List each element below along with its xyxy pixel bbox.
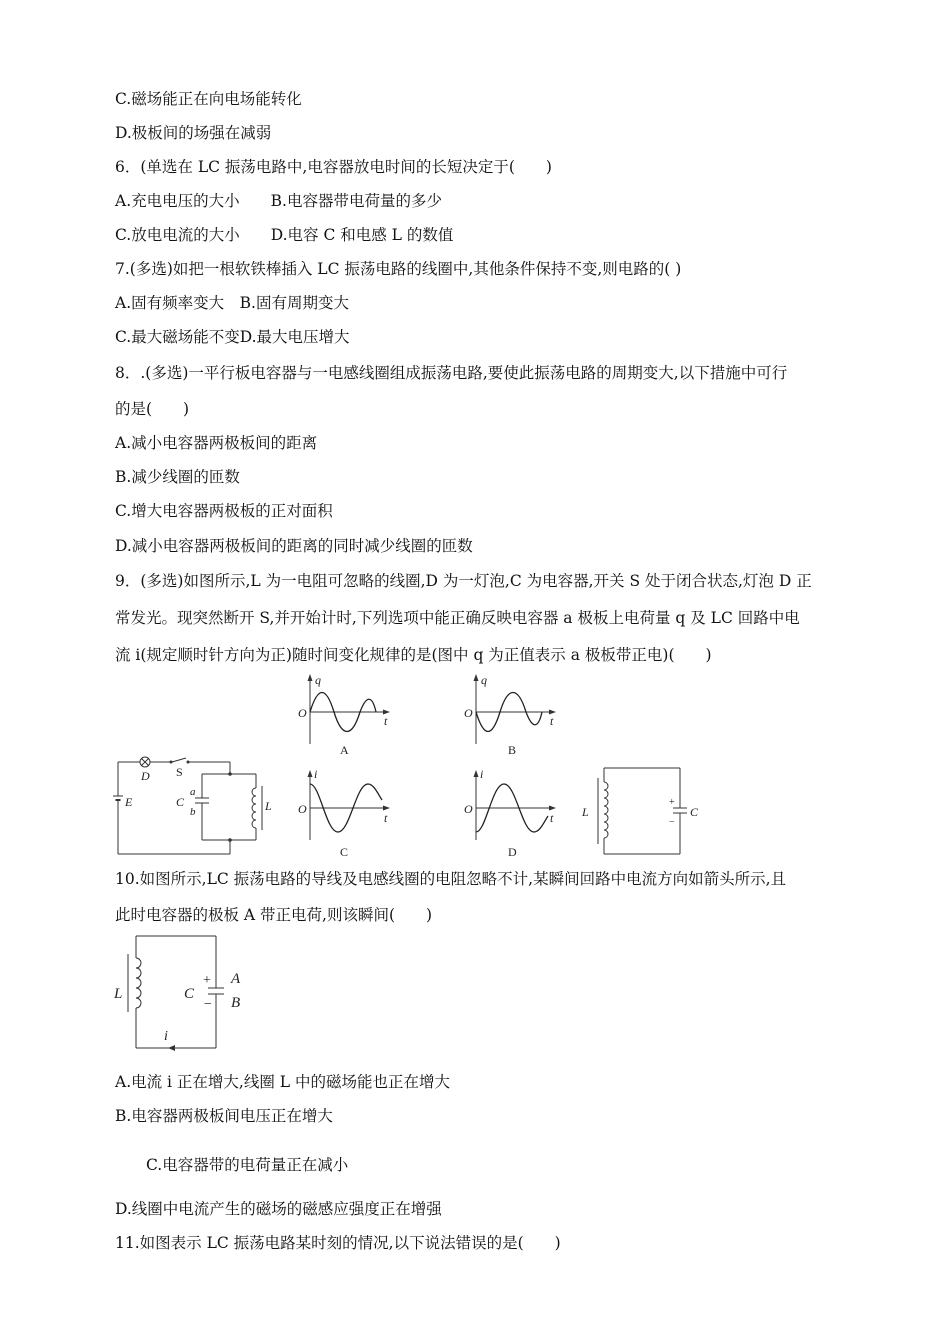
lc-right-plus: + [669, 797, 675, 808]
inductor-label: L [265, 799, 272, 813]
graph-d-t-label: t [550, 811, 554, 825]
plate-a-label: a [190, 786, 196, 798]
options-ab-q7: A.固有频率变大 B.固有周期变大 [115, 294, 349, 312]
option-d-q10: D.线圈中电流产生的磁场的磁感应强度正在增强 [115, 1200, 442, 1218]
lc-right-minus: − [669, 817, 675, 828]
q10-plate-b-label: B [231, 995, 241, 1011]
graph-d-i-label: i [480, 767, 484, 781]
graph-c-origin: O [298, 802, 307, 816]
q10-inductor-label: L [114, 986, 123, 1002]
graph-a-origin: O [298, 706, 307, 720]
graph-b [462, 672, 562, 762]
option-b-q8: B.减少线圈的匝数 [115, 468, 240, 486]
question-9: 9．(多选)如图所示,L 为一电阻可忽略的线圈,D 为一灯泡,C 为电容器,开关 S 处于闭合状态,灯泡 D 正 [115, 572, 812, 590]
q10-minus: − [204, 997, 212, 1012]
graph-b-origin: O [464, 706, 473, 720]
question-10: 10.如图所示,LC 振荡电路的导线及电感线圈的电阻忽略不计,某瞬间回路中电流方向如箭头所示,且 [115, 870, 787, 888]
option-c-q5: C.磁场能正在向电场能转化 [115, 90, 302, 108]
question-11: 11.如图表示 LC 振荡电路某时刻的情况,以下说法错误的是( ) [115, 1234, 561, 1252]
graph-a-t-label: t [384, 714, 388, 728]
q10-plus: + [203, 973, 211, 988]
options-cd-q6: C.放电电流的大小 D.电容 C 和电感 L 的数值 [115, 226, 454, 244]
graph-d-caption: D [508, 845, 517, 859]
graph-c-i-label: i [314, 767, 318, 781]
lc-right-inductor-label: L [582, 805, 589, 819]
lamp-label: D [141, 769, 150, 783]
options-cd-q7: C.最大磁场能不变D.最大电压增大 [115, 328, 350, 346]
q10-plate-a-label: A [231, 971, 241, 987]
graph-a [296, 672, 396, 762]
question-7: 7.(多选)如把一根软铁棒插入 LC 振荡电路的线圈中,其他条件保持不变,则电路的( ) [115, 260, 682, 278]
option-a-q8: A.减小电容器两极板间的距离 [115, 434, 318, 452]
graph-a-q-label: q [315, 673, 321, 687]
graph-b-caption: B [508, 743, 517, 757]
option-d-q5: D.极板间的场强在减弱 [115, 124, 272, 142]
graph-c-caption: C [340, 845, 349, 859]
graph-d [462, 766, 562, 858]
question-8: 8．.(多选)一平行板电容器与一电感线圈组成振荡电路,要使此振荡电路的周期变大,以下措施中可行 [115, 364, 788, 382]
plate-b-label: b [190, 806, 196, 818]
question-6: 6．(单选在 LC 振荡电路中,电容器放电时间的长短决定于( ) [115, 158, 552, 176]
question-8-cont: 的是( ) [115, 400, 190, 418]
option-a-q10: A.电流 i 正在增大,线圈 L 中的磁场能也正在增大 [115, 1073, 451, 1091]
option-c-q8: C.增大电容器两极板的正对面积 [115, 502, 333, 520]
options-ab-q6: A.充电电压的大小 B.电容器带电荷量的多少 [115, 192, 442, 210]
q10-capacitor-label: C [184, 986, 195, 1002]
graph-c [296, 766, 396, 858]
option-b-q10: B.电容器两极板间电压正在增大 [115, 1107, 333, 1125]
question-9-cont1: 常发光。现突然断开 S,并开始计时,下列选项中能正确反映电容器 a 极板上电荷量 q 及 LC 回路中电 [115, 609, 800, 627]
graph-b-t-label: t [550, 714, 554, 728]
lc-right-capacitor-label: C [690, 805, 699, 819]
question-10-cont: 此时电容器的极板 A 带正电荷,则该瞬间( ) [115, 906, 433, 924]
graph-b-q-label: q [481, 673, 487, 687]
switch-label: S [176, 765, 183, 779]
graph-a-caption: A [340, 743, 349, 757]
battery-label: E [125, 795, 133, 809]
question-9-cont2: 流 i(规定顺时针方向为正)随时间变化规律的是(图中 q 为正值表示 a 极板带正电)( ) [115, 646, 712, 664]
lc-circuit-right [578, 764, 698, 860]
q10-current-label: i [164, 1029, 168, 1044]
option-d-q8: D.减小电容器两极板间的距离的同时减少线圈的匝数 [115, 537, 473, 555]
circuit-q9 [112, 750, 272, 860]
capacitor-label: C [176, 795, 185, 809]
option-c-q10: C.电容器带的电荷量正在减小 [146, 1156, 349, 1174]
circuit-q10 [112, 930, 252, 1056]
graph-c-t-label: t [384, 811, 388, 825]
graph-d-origin: O [464, 802, 473, 816]
